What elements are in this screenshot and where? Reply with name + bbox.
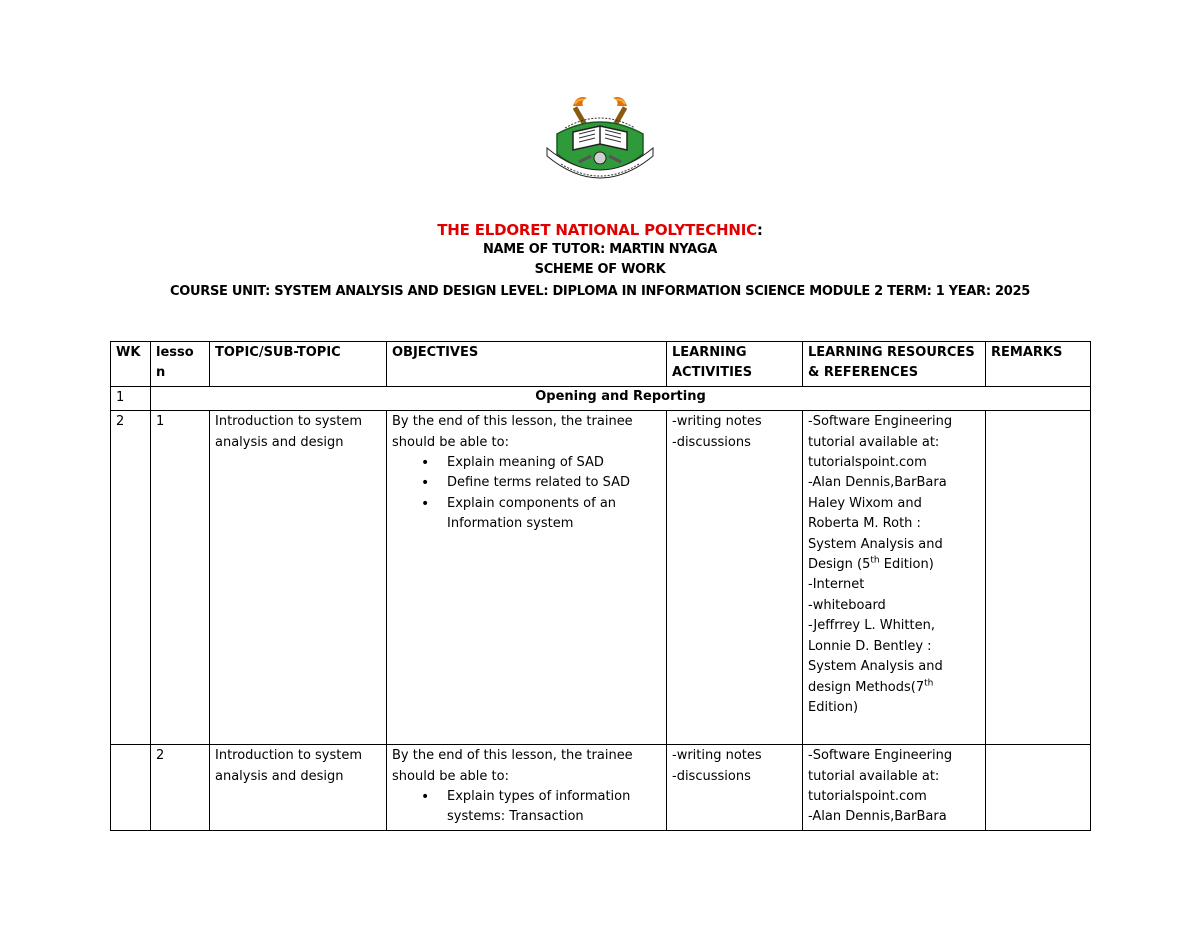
scheme-table <box>110 341 1091 831</box>
objectives-list <box>392 787 661 828</box>
header-resources: LEARNING RESOURCES & REFERENCES <box>803 342 986 387</box>
header-remarks: REMARKS <box>986 342 1091 387</box>
objectives-list <box>392 453 661 535</box>
opening-wk: 1 <box>111 386 151 410</box>
row-activities: -writing notes -discussions <box>667 411 803 745</box>
tutor-name: NAME OF TUTOR: MARTIN NYAGA <box>482 242 718 257</box>
opening-text: Opening and Reporting <box>151 386 1091 410</box>
document-header <box>0 220 1200 302</box>
row-wk <box>111 745 151 831</box>
row-objectives: By the end of this lesson, the trainee should be able to: • Explain meaning of SAD • Define terms related to SAD • Explain components of an Information system <box>387 411 667 745</box>
list-item: • Explain types of information systems: Transaction <box>447 787 661 828</box>
table-header-row <box>111 342 1091 387</box>
opening-row <box>111 386 1091 410</box>
row-wk: 2 <box>111 411 151 745</box>
institution-name: THE ELDORET NATIONAL POLYTECHNIC: <box>437 221 763 239</box>
row-remarks <box>986 411 1091 745</box>
list-item: • Explain meaning of SAD <box>447 453 661 473</box>
row-activities: -writing notes -discussions <box>667 745 803 831</box>
header-topic: TOPIC/SUB-TOPIC <box>210 342 387 387</box>
header-lesson: lesso n <box>151 342 210 387</box>
header-activities: LEARNING ACTIVITIES <box>667 342 803 387</box>
course-details: COURSE UNIT: SYSTEM ANALYSIS AND DESIGN LEVEL: DIPLOMA IN INFORMATION SCIENCE MODULE 2 TERM: 1 YEAR: 2025 <box>170 284 1030 299</box>
header-objectives: OBJECTIVES <box>387 342 667 387</box>
list-item: • Explain components of an Information system <box>447 494 661 535</box>
row-remarks <box>986 745 1091 831</box>
row-lesson: 1 <box>151 411 210 745</box>
polytechnic-crest-icon <box>543 92 657 188</box>
row-resources: -Software Engineering tutorial available at: tutorialspoint.com -Alan Dennis,BarBara Haley Wixom and Roberta M. Roth : System Analysis and Design (5th Edition) -Internet -whiteboard -Jeffrrey L. Whitten, Lonnie D. Bentley : System Analysis and design Methods(7th Edition) <box>803 411 986 745</box>
row-lesson: 2 <box>151 745 210 831</box>
row-topic: Introduction to system analysis and design <box>210 745 387 831</box>
header-wk: WK <box>111 342 151 387</box>
table-row <box>111 745 1091 831</box>
document-title: SCHEME OF WORK <box>534 262 666 277</box>
row-topic: Introduction to system analysis and design <box>210 411 387 745</box>
row-resources: -Software Engineering tutorial available at: tutorialspoint.com -Alan Dennis,BarBara <box>803 745 986 831</box>
table-row <box>111 411 1091 745</box>
row-objectives: By the end of this lesson, the trainee should be able to: • Explain types of information systems: Transaction <box>387 745 667 831</box>
list-item: • Define terms related to SAD <box>447 473 661 493</box>
